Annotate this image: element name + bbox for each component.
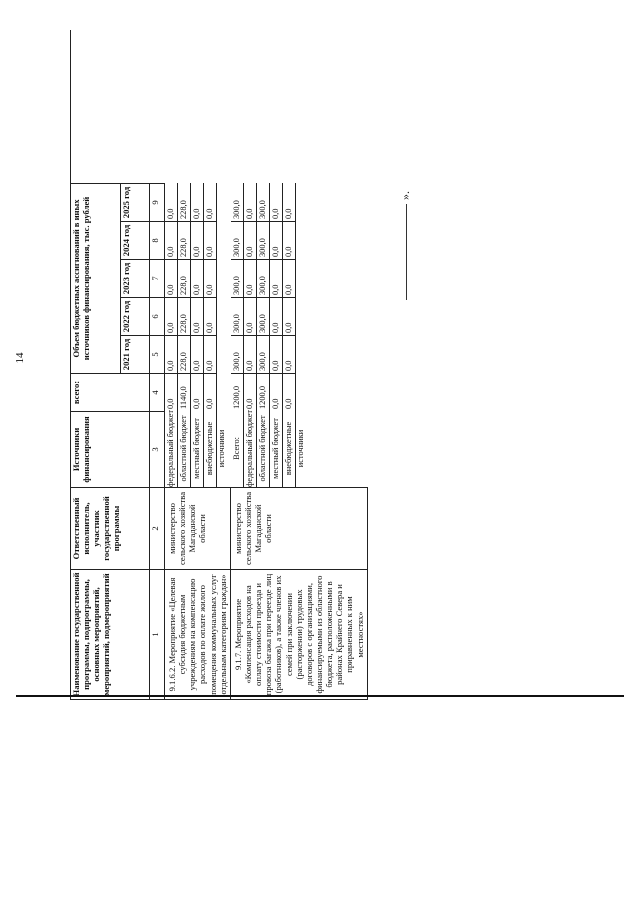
value-cell: 0,0 (165, 297, 178, 335)
value-cell: 0,0 (191, 221, 204, 259)
value-cell: 300,0 (257, 335, 270, 373)
value-cell: 228,0 (178, 259, 191, 297)
header-col-sources: Источники финансирования (71, 411, 150, 487)
value-cell: 300,0 (231, 335, 244, 373)
rotated-table (70, 30, 365, 700)
table-row (231, 30, 368, 700)
value-cell: 0,0 (204, 183, 217, 221)
value-cell: 0,0 (270, 259, 283, 297)
value-cell: 228,0 (178, 221, 191, 259)
header-year: 2022 год (121, 297, 150, 335)
value-cell: 0,0 (165, 335, 178, 373)
col-number: 7 (150, 259, 165, 297)
value-cell: 300,0 (257, 259, 270, 297)
value-cell: 0,0 (204, 373, 217, 411)
value-cell: 0,0 (191, 183, 204, 221)
value-cell: 0,0 (244, 373, 257, 411)
page-number: 14 (14, 352, 26, 364)
value-cell: 300,0 (231, 259, 244, 297)
row-name: 9.1.6.2. Мероприятие «Целевая субсидия бюджетным учреждениям на компенсацию расходов по оплате жилого помещения коммунальных услуг отдельным категориям граждан» (165, 569, 231, 699)
value-cell: 0,0 (283, 259, 296, 297)
col-number: 2 (150, 487, 165, 569)
value-cell: 0,0 (270, 335, 283, 373)
table-row (165, 30, 231, 700)
header-year: 2023 год (121, 259, 150, 297)
header-year: 2021 год (121, 335, 150, 373)
col-number: 8 (150, 221, 165, 259)
value-cell: 0,0 (204, 335, 217, 373)
source-label: внебюджетные источники (204, 410, 217, 487)
source-label: федеральный бюджет (244, 410, 257, 487)
value-cell: 0,0 (191, 259, 204, 297)
row-sources (231, 411, 368, 487)
closing-quote: ». (398, 191, 412, 200)
value-cell: 0,0 (204, 221, 217, 259)
header-col-executor: Ответственный исполнитель, участник государственной программы (71, 487, 150, 569)
col-number: 4 (150, 373, 165, 411)
col-number: 5 (150, 335, 165, 373)
source-label: областной бюджет (178, 410, 191, 487)
horizontal-rule (16, 695, 624, 697)
source-label: федеральный бюджет (165, 410, 178, 487)
value-cell: 0,0 (283, 183, 296, 221)
row-values (165, 183, 231, 411)
source-label: Всего: (231, 410, 244, 487)
value-cell: 0,0 (204, 297, 217, 335)
row-executor: министерство сельского хозяйства Магаданской области (165, 487, 231, 569)
value-cell: 228,0 (178, 183, 191, 221)
row-sources (165, 411, 231, 487)
value-cell: 0,0 (165, 221, 178, 259)
row-name: 9.1.7. Мероприятие «Компенсация расходов на оплату стоимости проезда и провоза багажа при переезде лиц (работников), а также членов их семей при заключении (расторжении) трудовых договоров с организациями, финансируемыми из областного бюджета, расположенными в районах Крайнего Севера и приравненных к ним местностях» (231, 569, 368, 699)
value-cell: 0,0 (283, 297, 296, 335)
source-label: областной бюджет (257, 410, 270, 487)
col-number: 1 (150, 569, 165, 699)
header-year: 2024 год (121, 221, 150, 259)
table-header (70, 30, 165, 700)
value-cell: 0,0 (244, 297, 257, 335)
value-cell: 0,0 (270, 183, 283, 221)
value-cell: 0,0 (191, 297, 204, 335)
value-cell: 0,0 (270, 221, 283, 259)
value-cell: 0,0 (283, 335, 296, 373)
value-cell: 1200,0 (257, 373, 270, 411)
value-cell: 0,0 (165, 259, 178, 297)
closing-mark (398, 180, 414, 300)
value-cell: 0,0 (244, 183, 257, 221)
header-col-name: Наименование государственной программы, подпрограммы, основных мероприятий, мероприятий, подмероприятий (71, 569, 150, 699)
value-cell: 0,0 (244, 221, 257, 259)
value-cell: 300,0 (257, 297, 270, 335)
value-cell: 0,0 (283, 373, 296, 411)
value-cell: 0,0 (270, 297, 283, 335)
value-cell: 228,0 (178, 335, 191, 373)
col-number: 6 (150, 297, 165, 335)
source-label: местный бюджет (191, 410, 204, 487)
value-cell: 300,0 (231, 221, 244, 259)
value-cell: 0,0 (244, 335, 257, 373)
value-cell: 300,0 (257, 183, 270, 221)
value-cell: 1200,0 (231, 373, 244, 411)
row-values (231, 183, 368, 411)
value-cell: 300,0 (231, 297, 244, 335)
value-cell: 0,0 (244, 259, 257, 297)
source-label: внебюджетные источники (283, 410, 296, 487)
value-cell: 1140,0 (178, 373, 191, 411)
value-cell: 0,0 (204, 259, 217, 297)
source-label: местный бюджет (270, 410, 283, 487)
value-cell: 300,0 (257, 221, 270, 259)
value-cell: 0,0 (165, 373, 178, 411)
value-cell: 228,0 (178, 297, 191, 335)
value-cell: 0,0 (191, 373, 204, 411)
value-cell: 0,0 (283, 221, 296, 259)
value-cell: 300,0 (231, 183, 244, 221)
signature-line (406, 204, 407, 300)
value-cell: 0,0 (191, 335, 204, 373)
row-executor: министерство сельского хозяйства Магаданской области (231, 487, 368, 569)
col-number: 3 (150, 411, 165, 487)
value-cell: 0,0 (270, 373, 283, 411)
col-number: 9 (150, 183, 165, 221)
value-cell: 0,0 (165, 183, 178, 221)
header-budget-group: Объем бюджетных ассигнований в иных источников финансирования, тыс. рублей (71, 183, 121, 373)
header-col-total: всего: (71, 373, 150, 411)
header-year: 2025 год (121, 183, 150, 221)
